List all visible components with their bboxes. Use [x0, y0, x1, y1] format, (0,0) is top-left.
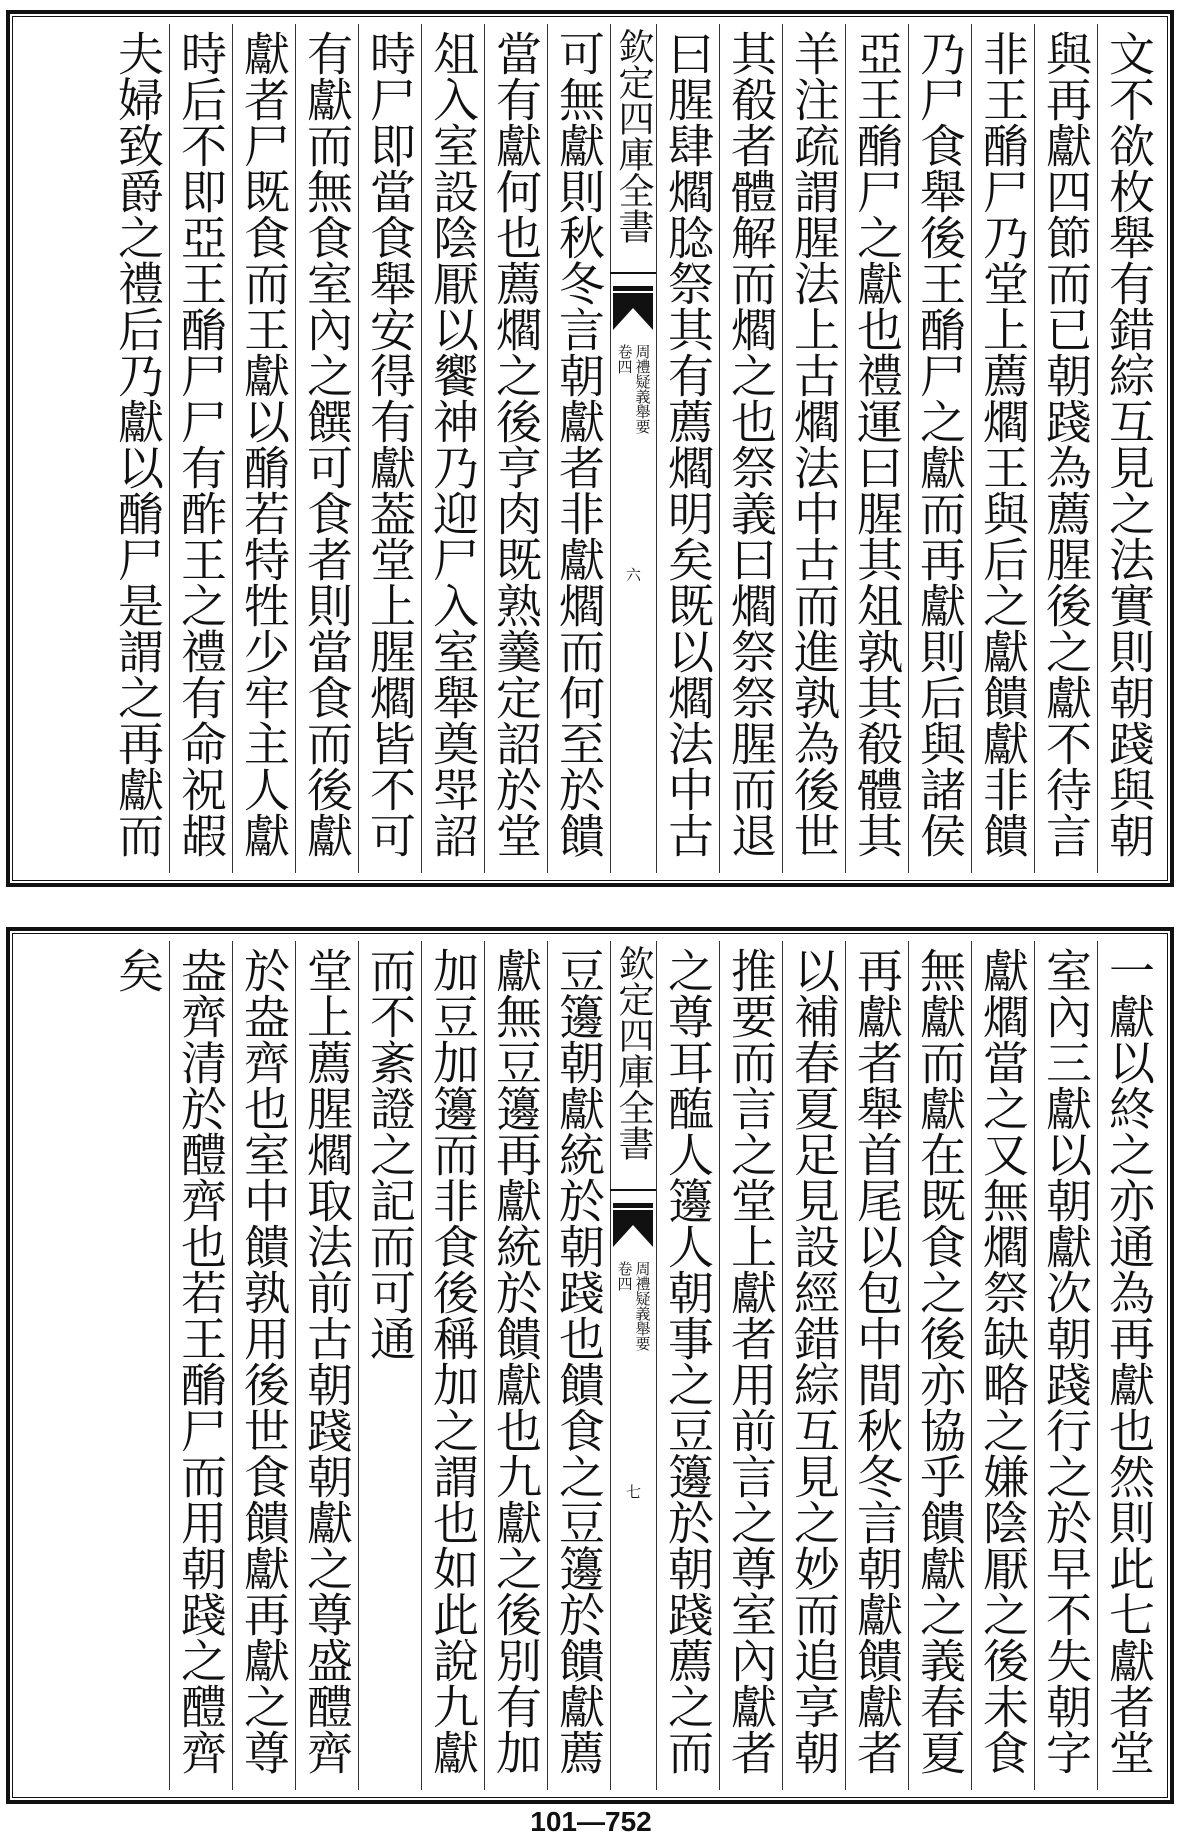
text-column: 堂上薦腥爓取法前古朝踐朝獻之尊盛醴齊: [295, 941, 358, 1790]
text-column: 無獻而獻在既食之後亦協乎饋獻之義春夏: [908, 941, 971, 1790]
text-column: 羊注疏謂腥法上古爓法中古而進孰為後世: [782, 24, 845, 873]
center-meta: [611, 1261, 656, 1381]
text-column: 獻者尸既食而王獻以酳若特牲少牢主人獻: [232, 24, 295, 873]
top-page-columns: [20, 24, 1160, 873]
text-column: 矣: [111, 947, 165, 993]
text-column: 與再獻四節而已朝踐為薦腥後之獻不待言: [1034, 24, 1097, 873]
text-column: 曰腥肆爓腍祭其有薦爓明矣既以爓法中古: [656, 24, 719, 873]
text-column: 於盎齊也室中饋孰用後世食饋獻再獻之尊: [232, 941, 295, 1790]
text-column: 非王酳尸乃堂上薦爓王與后之獻饋獻非饋: [971, 24, 1034, 873]
text-column: 可無獻則秋冬言朝獻者非獻爓而何至於饋: [547, 24, 610, 873]
text-column: 時后不即亞王酳尸尸有酢王之禮有命祝嘏: [169, 24, 232, 873]
text-column: 時尸即當食舉安得有獻葢堂上腥爓皆不可: [358, 24, 421, 873]
text-column: 夫婦致爵之禮后乃獻以酳尸是謂之再獻而: [111, 30, 165, 858]
text-column: 乃尸食舉後王酳尸之獻而再獻則后與諸侯: [908, 24, 971, 873]
text-column: 亞王酳尸之獻也禮運曰腥其俎孰其殽體其: [845, 24, 908, 873]
text-column: 一獻以終之亦通為再獻也然則此七獻者堂: [1097, 941, 1160, 1790]
top-page: [6, 10, 1174, 887]
text-column: 有獻而無食室內之饌可食者則當食而後獻: [295, 24, 358, 873]
text-column: 當有獻何也薦爓之後亨肉既熟羹定詔於堂: [484, 24, 547, 873]
text-column: 加豆加籩而非食後稱加之謂也如此說九獻: [421, 941, 484, 1790]
text-column: 其殽者體解而爓之也祭義曰爓祭祭腥而退: [719, 24, 782, 873]
volume-label: 卷四: [615, 344, 634, 374]
text-column: 再獻者舉首尾以包中間秋冬言朝獻饋獻者: [845, 941, 908, 1790]
center-fold: [610, 24, 656, 873]
text-column: 俎入室設陰厭以饗神乃迎尸入室舉奠斝詔: [421, 24, 484, 873]
bottom-page: [6, 927, 1174, 1804]
text-column: 文不欲枚舉有錯綜互見之法實則朝踐與朝: [1097, 24, 1160, 873]
center-meta: [611, 344, 656, 464]
text-column: 之尊耳醢人籩人朝事之豆籩於朝踐薦之而: [656, 941, 719, 1790]
text-column: 獻爓當之又無爓祭缺略之嫌陰厭之後未食: [971, 941, 1034, 1790]
volume-label: 卷四: [615, 1261, 634, 1291]
text-column: 推要而言之堂上獻者用前言之尊室內獻者: [719, 941, 782, 1790]
text-column: 以補春夏足見設經錯綜互見之妙而追享朝: [782, 941, 845, 1790]
fishtail-mark-icon: [613, 286, 653, 330]
center-title: 欽定四庫全書: [610, 24, 656, 274]
bottom-page-columns: [20, 941, 1160, 1790]
text-column: 盎齊清於醴齊也若王酳尸而用朝踐之醴齊: [169, 941, 232, 1790]
book-title: 周禮疑義舉要: [633, 344, 652, 434]
text-column: 室內三獻以朝獻次朝踐行之於早不失朝字: [1034, 941, 1097, 1790]
fishtail-mark-icon: [613, 1203, 653, 1247]
center-title: 欽定四庫全書: [610, 941, 656, 1191]
leaf-number: 六: [625, 566, 641, 584]
text-column: 而不紊證之記而可通: [358, 941, 421, 1790]
text-column: 豆籩朝獻統於朝踐也饋食之豆籩於饋獻薦: [547, 941, 610, 1790]
book-title: 周禮疑義舉要: [633, 1261, 652, 1351]
footer-page-number: 101—752: [530, 1806, 652, 1837]
leaf-number: 七: [625, 1483, 641, 1501]
center-fold: [610, 941, 656, 1790]
text-column: 獻無豆籩再獻統於饋獻也九獻之後別有加: [484, 941, 547, 1790]
